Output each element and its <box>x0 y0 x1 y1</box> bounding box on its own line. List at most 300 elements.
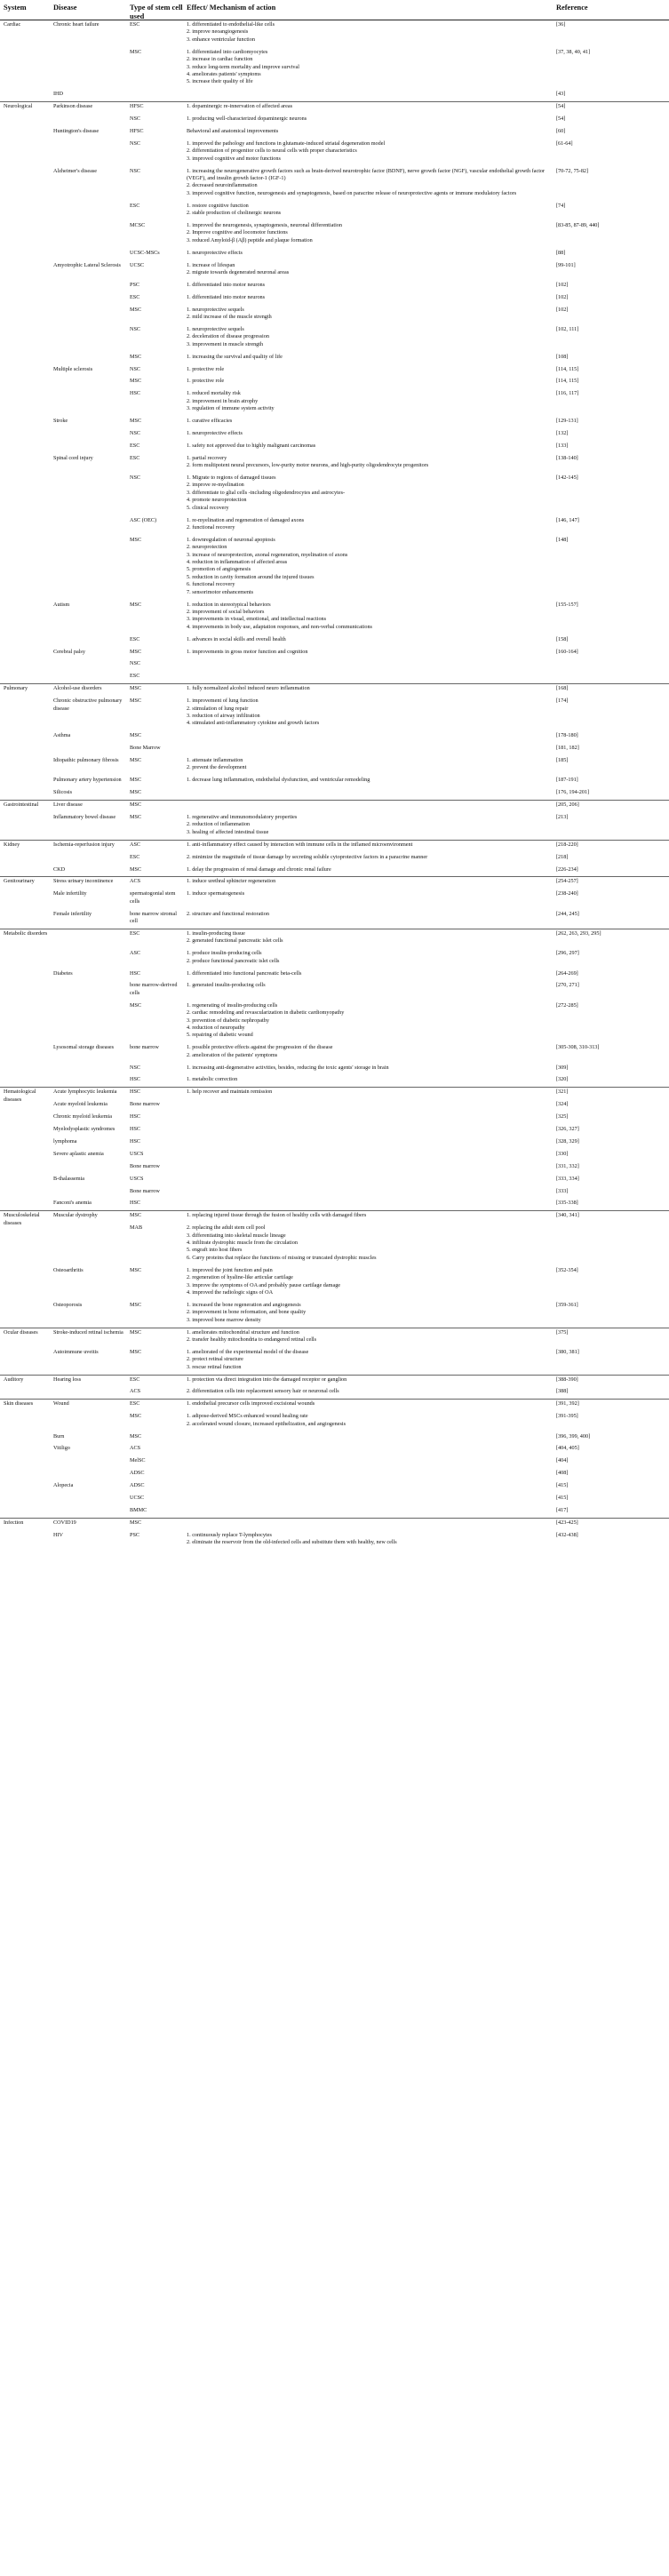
effect-line: 5. clinical recovery <box>187 504 229 511</box>
stem-cell-type-cell: ESC <box>130 1400 140 1408</box>
reference-cell: [309] <box>556 1064 569 1071</box>
stem-cell-type-cell: ADSC <box>130 1470 145 1477</box>
disease-cell: Liver disease <box>53 802 83 809</box>
reference-cell: [375] <box>556 1328 569 1336</box>
reference-cell: [415] <box>556 1495 569 1501</box>
stem-cell-type-cell: HSC <box>130 1126 141 1132</box>
stem-cell-type-cell: NSC <box>130 116 141 122</box>
group-divider <box>0 683 669 684</box>
disease-cell: Wound <box>53 1400 69 1408</box>
effect-line: 1. continuously replace T-lymphocytes <box>187 1531 272 1538</box>
reference-cell: [74] <box>556 202 566 209</box>
system-label: Ocular diseases <box>4 1328 38 1336</box>
reference-cell: [305-308, 310-313] <box>556 1044 600 1051</box>
stem-cell-type-cell: MSC <box>130 601 142 608</box>
stem-cell-type-cell: HSC <box>130 390 141 397</box>
stem-cell-type-cell: HSC <box>130 1089 141 1096</box>
effect-line: 3. reduction of airway infiltration <box>187 712 260 719</box>
stem-cell-type-cell: MSC <box>130 789 142 796</box>
effect-line: 3. improved bone marrow density <box>187 1316 261 1323</box>
effect-line: 4. ameliorates patients' symptoms <box>187 70 261 77</box>
effect-line: 3. improved cognitive function, neurogenesis and synaptogenesis, based on paracrine release of neuroprotective agents or immune modulatory factors <box>187 189 517 196</box>
effect-line: 1. protective role <box>187 378 225 385</box>
effect-line: 1. increasing the survival and quality of life <box>187 353 283 360</box>
effect-line: 1. attenuate inflammation <box>187 757 243 763</box>
effect-line: 1. induce spermatogenesis <box>187 890 245 897</box>
reference-cell: [325] <box>556 1113 569 1121</box>
effect-line: 2. neuroprotection <box>187 544 227 551</box>
system-label: Cardiac <box>4 21 21 28</box>
effect-line: 3. increase of neuroprotection, axonal regeneration, myelination of axons <box>187 551 348 558</box>
stem-cell-type-cell: HSC <box>130 1200 141 1207</box>
effect-line: 3. differentiate to glial cells -including oligodendrocytes and astrocytes- <box>187 489 346 496</box>
stem-cell-type-cell: ESC <box>130 442 140 449</box>
effect-line: 2. improvement in brain atrophy <box>187 397 259 404</box>
disease-cell: Amyotrophic Lateral Sclerosis <box>53 261 121 268</box>
effect-line: 1. delay the progression of renal damage and chronic renal failure <box>187 865 331 873</box>
reference-cell: [408] <box>556 1470 569 1477</box>
effect-line: 4. stimulated anti-inflammatory cytokine and growth factors <box>187 720 320 727</box>
reference-cell: [328, 329] <box>556 1137 579 1144</box>
effect-line: 4. reduction in inflammation of affected areas <box>187 559 288 565</box>
effect-line: 1. regenerative and immunomodulatory properties <box>187 814 298 820</box>
reference-cell: [43] <box>556 91 566 98</box>
reference-cell: [404, 405] <box>556 1445 579 1452</box>
col-system-header: System <box>4 4 27 12</box>
disease-cell: Male infertility <box>53 890 87 897</box>
effect-line: 2. produce functional pancreatic islet cells <box>187 957 280 964</box>
effect-line: 2. differentiation cells into replacement sensory hair or neuronal cells <box>187 1388 339 1395</box>
stem-cell-type-cell: MCSC <box>130 221 146 228</box>
reference-cell: [102] <box>556 306 569 313</box>
stem-cell-type-cell: MSC <box>130 814 142 820</box>
reference-cell: [88] <box>556 249 566 256</box>
effect-line: 3. differentiating into skeletal muscle lineage <box>187 1232 286 1239</box>
effect-line: 1. Migrate to regions of damaged tissues <box>187 475 276 481</box>
disease-cell: Multiple sclerosis <box>53 365 93 372</box>
reference-cell: [148] <box>556 536 569 543</box>
effect-line: 3. improved cognitive and motor functions <box>187 155 281 162</box>
reference-cell: [129-131] <box>556 418 578 424</box>
group-divider <box>0 876 669 877</box>
reference-cell: [218] <box>556 853 569 860</box>
stem-cell-type-cell: PSC <box>130 281 140 288</box>
stem-cell-type-cell: MSC <box>130 1432 142 1440</box>
disease-cell: Autism <box>53 601 70 608</box>
stem-cell-type-cell: MSC <box>130 685 142 692</box>
stem-cell-type-cell: MSC <box>130 865 142 873</box>
effect-line: 1. curative efficacies <box>187 418 233 424</box>
reference-cell: [205, 206] <box>556 802 579 809</box>
reference-cell: [142-145] <box>556 475 578 481</box>
effect-line: 7. sensorimotor enhancements <box>187 588 254 595</box>
effect-line: 2. decreased neuroinflammation <box>187 182 258 189</box>
reference-cell: [174] <box>556 698 569 705</box>
stem-cell-type-cell: bone marrow stromal <box>130 910 177 917</box>
effect-line: 5. increase their quality of life <box>187 78 253 85</box>
col-disease-header: Disease <box>53 4 77 12</box>
effect-line: 1. restore cognitive function <box>187 202 249 209</box>
stem-cell-type-cell: bone marrow <box>130 1044 159 1051</box>
stem-cell-type-cell: MSC <box>130 802 142 809</box>
effect-line: 2. improve re-myelination <box>187 482 244 489</box>
col-cell-type-header: Type of stem cell used <box>130 4 183 20</box>
group-divider <box>0 1087 669 1088</box>
reference-cell: [333, 334] <box>556 1175 579 1182</box>
disease-cell: Ischemia-reperfusion injury <box>53 841 115 848</box>
reference-cell: [388-390] <box>556 1376 578 1383</box>
stem-cell-type-cell: MSC <box>130 1212 142 1219</box>
reference-cell: [359-361] <box>556 1301 578 1308</box>
disease-cell: Burn <box>53 1432 65 1440</box>
stem-cell-type-cell: NSC <box>130 475 141 481</box>
reference-cell: [320] <box>556 1076 569 1083</box>
stem-cell-type-cell: MSC <box>130 777 142 784</box>
stem-cell-type-cell: MSC <box>130 48 142 55</box>
reference-cell: [324] <box>556 1101 569 1108</box>
stem-cell-type-cell: MSC <box>130 1519 142 1526</box>
effect-line: 1. reduction in stereotypical behaviors <box>187 601 271 608</box>
reference-cell: [244, 245] <box>556 910 579 917</box>
disease-cell: Huntington's disease <box>53 127 100 134</box>
effect-line: 2. cardiac remodeling and revascularization in diabetic cardiomyopathy <box>187 1009 345 1017</box>
reference-cell: [391, 392] <box>556 1400 579 1408</box>
stem-cell-type-cell: UCSC <box>130 261 145 268</box>
effect-line: 1. protection via direct integration into the damaged receptor or ganglion <box>187 1376 347 1383</box>
disease-cell: Pulmonary artery hypertension <box>53 777 122 784</box>
system-label: Skin diseases <box>4 1400 34 1408</box>
stem-cell-type-cell: ASC (OEC) <box>130 516 157 523</box>
reference-cell: [160-164] <box>556 648 578 655</box>
stem-cell-type-cell: UCSC <box>130 1495 145 1501</box>
stem-cell-type-cell: MSC <box>130 757 142 763</box>
group-divider <box>0 800 669 801</box>
disease-cell: Muscular dystrophy <box>53 1212 98 1219</box>
stem-cell-type-cell: ESC <box>130 853 140 860</box>
disease-cell: Silicosis <box>53 789 72 796</box>
stem-cell-type-cell: cells <box>130 989 140 996</box>
effect-line: 1. increasing the neurogenerative growth factors such as brain-derived neurotrophic factor (BDNF), nerve growth factor (NGF), vascular endothelial growth factor <box>187 167 546 174</box>
reference-cell: [146, 147] <box>556 516 579 523</box>
disease-cell: Stroke-induced retinal ischemia <box>53 1328 123 1336</box>
reference-cell: [178-180] <box>556 732 578 739</box>
stem-cell-type-cell: MSC <box>130 1413 142 1420</box>
effect-line: 1. increase of lifespan <box>187 261 235 268</box>
col-reference-header: Reference <box>556 4 588 12</box>
reference-cell: [155-157] <box>556 601 578 608</box>
effect-line: 1. metabolic correction <box>187 1076 238 1083</box>
effect-line: 2. differentiation of progenitor cells to neural cells with proper characteristics <box>187 148 357 155</box>
stem-cell-type-cell: cell <box>130 918 138 924</box>
effect-line: 1. improvement of lung function <box>187 698 259 705</box>
stem-cell-type-cell: USCS <box>130 1150 144 1157</box>
effect-line: 1. regenerating of insulin-producing cells <box>187 1001 278 1009</box>
stem-cell-type-cell: MAB <box>130 1224 143 1232</box>
reference-cell: [262, 263, 293, 295] <box>556 929 601 937</box>
reference-cell: [404] <box>556 1457 569 1464</box>
stem-cell-type-cell: MSC <box>130 1266 142 1273</box>
effect-line: 2. migrate towards degenerated neuronal areas <box>187 268 290 275</box>
effect-line: 1. neuroprotective effects <box>187 249 243 256</box>
effect-line: 2. improvement in bone reformation, and bone quality <box>187 1309 307 1316</box>
stem-cell-type-cell: ESC <box>130 929 140 937</box>
disease-cell: Inflammatory bowel disease <box>53 814 116 820</box>
reference-cell: [388] <box>556 1388 569 1395</box>
stem-cell-type-cell: ESC <box>130 1376 140 1383</box>
effect-line: 1. possible protective effects against the progression of the disease <box>187 1044 333 1051</box>
disease-cell: Acute lymphocytic leukemia <box>53 1089 117 1096</box>
stem-cell-type-cell: spermatogonial stem <box>130 890 176 897</box>
stem-cell-type-cell: HSC <box>130 1113 141 1121</box>
reference-cell: [37, 38, 40, 41] <box>556 48 591 55</box>
effect-line: 1. advances in social skills and overall health <box>187 635 286 642</box>
effect-line: 3. improve the symptoms of OA and probably pause cartilage damage <box>187 1281 341 1288</box>
stem-cell-type-cell: ACS <box>130 878 141 885</box>
effect-line: 1. differentiated to endothelial-like cells <box>187 21 275 28</box>
effect-line: 1. endothelial precursor cells improved excisional wounds <box>187 1400 315 1408</box>
reference-cell: [185] <box>556 757 569 763</box>
reference-cell: [331, 332] <box>556 1162 579 1169</box>
effect-line: 3. prevention of diabetic nephropathy <box>187 1017 269 1024</box>
effect-line: 2. functional recovery <box>187 523 235 530</box>
reference-cell: [423-425] <box>556 1519 578 1526</box>
reference-cell: [108] <box>556 353 569 360</box>
stem-cell-type-cell: NSC <box>130 365 141 372</box>
disease-cell: Alzheimer's disease <box>53 167 98 174</box>
effect-line: 6. Carry proteins that replace the functions of missing or truncated dystrophic muscles <box>187 1254 377 1261</box>
disease-cell: Osteoporosis <box>53 1301 83 1308</box>
effect-line: 1. improved the neurogenesis, synaptogenesis, neuronal differentiation <box>187 221 342 228</box>
disease-cell: Severe aplastic anemia <box>53 1150 104 1157</box>
effect-line: Behavioral and anatomical improvements <box>187 127 279 134</box>
stem-cell-type-cell: MelSC <box>130 1457 146 1464</box>
effect-line: 1. differentiated into cardiomyocytes <box>187 48 268 55</box>
stem-cell-type-cell: bone marrow-derived <box>130 982 178 989</box>
disease-cell: Myelodysplastic syndromes <box>53 1126 115 1132</box>
reference-cell: [296, 297] <box>556 950 579 957</box>
effect-line: 1. insulin-producing tissue <box>187 929 245 937</box>
effect-line: 4. improved the radiologic signs of OA <box>187 1288 274 1296</box>
stem-cell-type-cell: MSC <box>130 732 142 739</box>
effect-line: 2. protect retinal structure <box>187 1356 243 1363</box>
reference-cell: [102] <box>556 281 569 288</box>
effect-line: 1. safety not approved due to highly malignant carcinomas <box>187 442 316 449</box>
reference-cell: [226-234] <box>556 865 578 873</box>
stem-cell-type-cell: MSC <box>130 306 142 313</box>
effect-line: 3. regulation of immune system activity <box>187 405 275 412</box>
stem-cell-type-cell: HFSC <box>130 127 144 134</box>
reference-cell: [340, 341] <box>556 1212 579 1219</box>
effect-line: 1. increasing anti-degenerative activities, besides, reducing the toxic agents' storage in brain <box>187 1064 389 1071</box>
effect-line: 1. ameliorated of the experimental model of the disease <box>187 1348 309 1355</box>
reference-cell: [60] <box>556 127 566 134</box>
reference-cell: [102, 111] <box>556 325 579 332</box>
effect-line: 3. improvement in muscle strength <box>187 340 264 347</box>
effect-line: 2. regeneration of hyaline-like articular cartilage <box>187 1274 293 1281</box>
effect-line: 1. neuroprotective effects <box>187 429 243 436</box>
disease-cell: Autoimmune uveitis <box>53 1348 99 1355</box>
group-divider <box>0 1399 669 1400</box>
effect-line: 1. protective role <box>187 365 225 372</box>
stem-cell-type-cell: NSC <box>130 1064 141 1071</box>
system-label: Neurological <box>4 103 33 110</box>
effect-line: 1. improved the joint function and pain <box>187 1266 273 1273</box>
effect-line: 1. reduced mortality risk <box>187 390 241 397</box>
effect-line: 2. deceleration of disease progression <box>187 333 269 340</box>
effect-line: 1. re-myelination and regeneration of damaged axons <box>187 516 305 523</box>
system-label: Kidney <box>4 841 20 848</box>
reference-cell: [326, 327] <box>556 1126 579 1132</box>
stem-cell-type-cell: ESC <box>130 673 140 680</box>
system-label: Hematological <box>4 1089 36 1096</box>
reference-cell: [218-220] <box>556 841 578 848</box>
effect-line: 5. promotion of angiogenesis <box>187 566 251 573</box>
effect-line: 1. increased the bone regeneration and angiogenesis <box>187 1301 301 1308</box>
stem-cell-type-cell: MSC <box>130 378 142 385</box>
group-divider <box>0 1375 669 1376</box>
reference-cell: [238-240] <box>556 890 578 897</box>
reference-cell: [187-191] <box>556 777 578 784</box>
stem-cell-type-cell: NSC <box>130 167 141 174</box>
disease-cell: Diabetes <box>53 969 73 977</box>
stem-cell-type-cell: ESC <box>130 293 140 300</box>
stem-cell-type-cell: NSC <box>130 660 141 667</box>
group-divider <box>0 101 669 102</box>
effect-line: 1. anti-inflammatory effect caused by interaction with immune cells in the inflamed microenvironment <box>187 841 413 848</box>
system-label: Auditory <box>4 1376 24 1383</box>
disease-cell: Chronic heart failure <box>53 21 100 28</box>
stem-cell-type-cell: MSC <box>130 1301 142 1308</box>
stem-cell-type-cell: Bone marrow <box>130 1162 160 1169</box>
group-divider <box>0 1210 669 1211</box>
reference-cell: [102] <box>556 293 569 300</box>
stem-cell-type-cell: NSC <box>130 429 141 436</box>
disease-cell: Stress urinary incontinence <box>53 878 114 885</box>
effect-line: 3. rescue retinal function <box>187 1363 242 1370</box>
effect-line: 2. replacing the adult stem cell pool <box>187 1224 266 1232</box>
effect-line: 3. healing of affected intestinal tissue <box>187 828 269 835</box>
effect-line: 2. improvement of social behaviors <box>187 608 265 615</box>
effect-line: 1. produce insulin-producing cells <box>187 950 262 957</box>
reference-cell: [138-140] <box>556 454 578 461</box>
group-divider <box>0 1518 669 1519</box>
disease-cell: Vitiligo <box>53 1445 70 1452</box>
effect-line: 1. improved the pathology and functions in glutamate-induced striatal degeneration model <box>187 140 386 147</box>
reference-cell: [391-395] <box>556 1413 578 1420</box>
stem-cell-type-cell: ESC <box>130 202 140 209</box>
effect-line: 1. differentiated into motor neurons <box>187 281 266 288</box>
reference-cell: [83-85, 87-89, 440] <box>556 221 600 228</box>
effect-line: 1. neuroprotective sequels <box>187 325 244 332</box>
stem-cell-type-cell: BMMC <box>130 1506 147 1513</box>
stem-cell-type-cell: MSC <box>130 353 142 360</box>
stem-cell-type-cell: ESC <box>130 635 140 642</box>
stem-cell-type-cell: MSC <box>130 648 142 655</box>
effect-line: 2. reduction of inflammation <box>187 821 251 828</box>
effect-line: 1. differentiated into motor neurons <box>187 293 266 300</box>
effect-line: 1. induce urethral sphincter regeneration <box>187 878 276 885</box>
disease-cell: Cerebral palsy <box>53 648 85 655</box>
stem-cell-type-cell: Bone marrow <box>130 1187 160 1194</box>
stem-cell-type-cell: ASC <box>130 950 141 957</box>
reference-cell: [114, 115] <box>556 365 579 372</box>
stem-cell-type-cell: Bone marrow <box>130 1101 160 1108</box>
stem-cell-type-cell: ESC <box>130 21 140 28</box>
reference-cell: [417] <box>556 1506 569 1513</box>
effect-line: 2. increase in cardiac function <box>187 56 253 63</box>
reference-cell: [380, 381] <box>556 1348 579 1355</box>
reference-cell: [333] <box>556 1187 569 1194</box>
effect-line: 5. engraft into host fibers <box>187 1247 243 1254</box>
stem-cell-type-cell: ACS <box>130 1388 141 1395</box>
effect-line: 2. mild increase of the muscle strength <box>187 314 272 320</box>
effect-line: 4. promote neuroprotection <box>187 497 247 504</box>
system-label: Pulmonary <box>4 685 28 692</box>
effect-line: 2. structure and functional restoration <box>187 910 269 917</box>
stem-cell-type-cell: ASC <box>130 841 141 848</box>
effect-line: 2. amelioration of the patients' symptoms <box>187 1051 278 1058</box>
stem-cell-type-cell: PSC <box>130 1531 140 1538</box>
reference-cell: [176, 194-201] <box>556 789 590 796</box>
reference-cell: [54] <box>556 103 566 110</box>
stem-cell-type-cell: MSC <box>130 536 142 543</box>
effect-line: 2. prevent the development <box>187 764 247 771</box>
reference-cell: [70-72, 75-82] <box>556 167 589 174</box>
disease-cell: disease <box>53 705 69 712</box>
system-label: Infection <box>4 1519 24 1526</box>
disease-cell: Chronic obstructive pulmonary <box>53 698 123 705</box>
reference-cell: [272-285] <box>556 1001 578 1009</box>
disease-cell: lymphoma <box>53 1137 77 1144</box>
effect-line: 3. improvements in visual, emotional, and intellectual reactions <box>187 616 327 623</box>
effect-line: 1. producing well-characterized dopaminergic neurons <box>187 116 307 122</box>
effect-line: 1. improvements in gross motor function and cognition <box>187 648 308 655</box>
effect-line: 1. replacing injured tissue through the fusion of healthy cells with damaged fibers <box>187 1212 367 1219</box>
stem-cell-type-cell: HSC <box>130 1137 141 1144</box>
disease-cell: Hearing loss <box>53 1376 82 1383</box>
reference-cell: [335-338] <box>556 1200 578 1207</box>
effect-line: 2. improve neoangiogenesis <box>187 28 249 36</box>
system-label: diseases <box>4 1219 22 1226</box>
reference-cell: [99-101] <box>556 261 576 268</box>
effect-line: 2. form multipotent neural precursors, low-purity motor neurons, and high-purity oligodendrocyte progenitors <box>187 462 429 469</box>
stem-cell-type-cell: HSC <box>130 969 141 977</box>
reference-cell: [181, 182] <box>556 745 579 752</box>
effect-line: 2. Improve cognitive and locomotor functions <box>187 229 288 236</box>
stem-cell-type-cell: HSC <box>130 1076 141 1083</box>
effect-line: 1. generated insulin-producing cells <box>187 982 266 989</box>
stem-cell-type-cell: MSC <box>130 418 142 424</box>
effect-line: 3. reduced Amyloid-β (Aβ) peptide and plaque formation <box>187 236 313 243</box>
reference-cell: [270, 271] <box>556 982 579 989</box>
stem-cell-type-cell: USCS <box>130 1175 144 1182</box>
effect-line: 4. improvements in body use, adaptation responses, and non-verbal communications <box>187 623 372 630</box>
system-label: Gastrointestinal <box>4 802 39 809</box>
disease-cell: Fanconi's anemia <box>53 1200 92 1207</box>
reference-cell: [352-354] <box>556 1266 578 1273</box>
stem-cell-type-cell: HFSC <box>130 103 144 110</box>
stem-cell-type-cell: ESC <box>130 454 140 461</box>
disease-cell: Idiopathic pulmonary fibrosis <box>53 757 119 763</box>
effect-line: 3. enhance ventricular function <box>187 36 255 43</box>
reference-cell: [213] <box>556 814 569 820</box>
stem-cell-type-cell: ACS <box>130 1445 141 1452</box>
group-divider <box>0 840 669 841</box>
effect-line: 2. stimulation of lung repair <box>187 705 249 712</box>
effect-line: 2. generated functional pancreatic islet cells <box>187 937 283 945</box>
effect-line: 1. fully normalized alcohol induced neuro inflammation <box>187 685 310 692</box>
stem-cell-type-cell: cells <box>130 897 140 905</box>
